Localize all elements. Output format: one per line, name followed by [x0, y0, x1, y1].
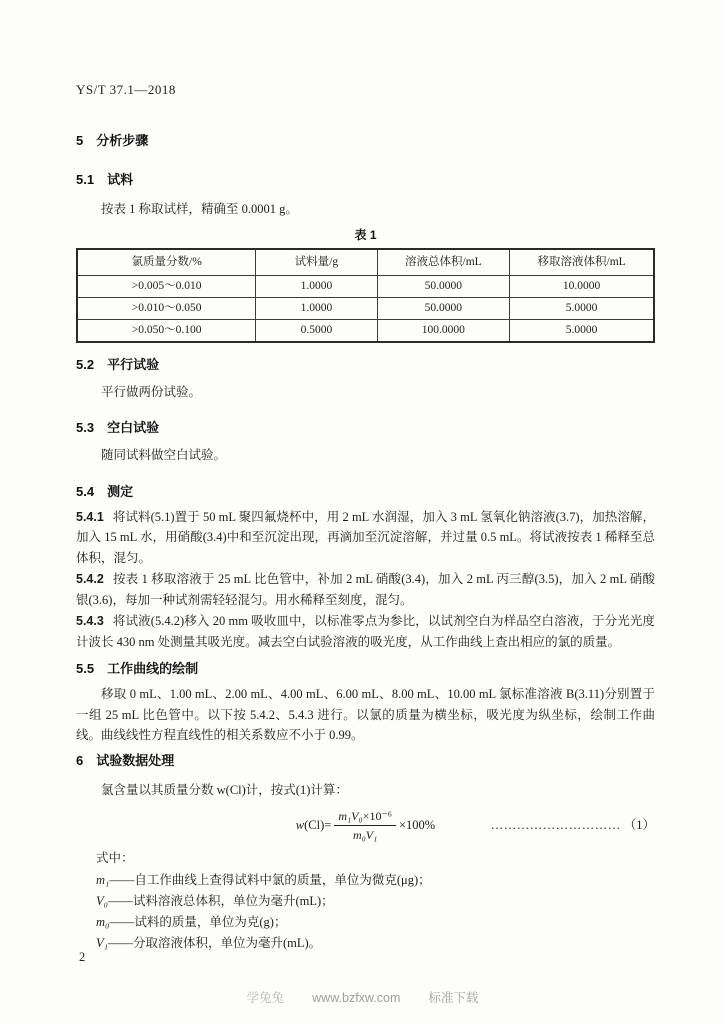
equation-lhs-symbol: w: [295, 817, 305, 832]
section-5-3-paragraph: 随同试料做空白试验。: [101, 448, 227, 462]
legend-symbol: m₁: [96, 872, 110, 887]
clause-number: 5.4.1: [76, 509, 104, 524]
table-1-col-header: 试料量/g: [256, 249, 377, 276]
section-5-3-heading: 5.3 空白试验: [76, 420, 160, 435]
section-5-5-paragraph: 移取 0 mL、1.00 mL、2.00 mL、4.00 mL、6.00 mL、8.00 mL、10.00 mL 氯标准溶液 B(3.11)分别置于一组 25 mL 比色管中。以下按 5.4.2、5.4.3 进行。以氯的质量为横坐标，吸光度为纵坐标，绘制工作曲线。曲线线性方程直线性的相关系数应不小于 0.99。: [76, 687, 655, 742]
table-1-header-row: [77, 249, 654, 276]
fraction-numerator: m₁V₀×10⁻⁶: [334, 808, 396, 826]
section-6-intro: 氯含量以其质量分数 w(Cl)计，按式(1)计算：: [101, 782, 348, 797]
section-5-2-paragraph: 平行做两份试验。: [101, 384, 202, 399]
equation-1: [76, 804, 655, 846]
clause-text: 将试液(5.4.2)移入 20 mm 吸收皿中，以标准零点为参比，以试剂空白为样品空白溶液，于分光光度计波长 430 nm 处测量其吸光度。减去空白试验溶液的吸光度，从工作曲线上查出相应的氯的质量。: [76, 614, 655, 649]
equation-lhs: (Cl)=: [304, 817, 332, 832]
table-1-col-header: 移取溶液体积/mL: [510, 249, 654, 276]
table-cell: 5.0000: [510, 320, 654, 342]
table-cell: 100.0000: [377, 320, 510, 342]
legend-item: [96, 870, 655, 890]
legend-item: [96, 912, 655, 932]
clause-number: 5.4.3: [76, 614, 104, 628]
clause-5-4-3: [76, 611, 655, 652]
section-5-4-heading: 5.4 测定: [76, 483, 134, 499]
footer-url: www.bzfxw.com: [312, 991, 401, 1005]
table-1-col-header: 溶液总体积/mL: [377, 249, 510, 276]
footer-watermark: [0, 988, 725, 1006]
section-6-heading: 6 试验数据处理: [76, 752, 175, 768]
section-5-5-heading: 5.5 工作曲线的绘制: [76, 661, 199, 676]
table-1: [76, 248, 655, 343]
clause-text: 将试料(5.1)置于 50 mL 聚四氟烧杯中，用 2 mL 水润湿，加入 3 mL 氢氧化钠溶液(3.7)，加热溶解，加入 15 mL 水，用硝酸(3.4)中和至沉淀出现，再滴加至沉淀溶解，并过量 0.5 mL。将试液按表 1 稀释至总体积，混匀。: [76, 509, 655, 565]
legend-title: 式中：: [96, 851, 134, 865]
table-cell: >0.010～0.050: [77, 298, 256, 320]
clause-text: 按表 1 移取溶液于 25 mL 比色管中，补加 2 mL 硝酸(3.4)，加入 2 mL 丙三醇(3.5)，加入 2 mL 硝酸银(3.6)，每加一种试剂需轻轻混匀。用水稀释至刻度，混匀。: [76, 572, 655, 607]
fraction: [334, 808, 396, 843]
table-cell: 10.0000: [510, 276, 654, 298]
table-cell: 5.0000: [510, 298, 654, 320]
table-cell: >0.005～0.010: [77, 276, 256, 298]
legend-symbol: V₁: [96, 935, 108, 950]
dot-leader: …………………………: [490, 817, 621, 832]
section-5-2-heading: 5.2 平行试验: [76, 356, 160, 372]
fraction-denominator: m₀V₁: [352, 827, 378, 842]
legend-symbol: V₀: [96, 893, 108, 908]
equation-1-expression: [296, 808, 435, 843]
clause-5-4-1: [76, 507, 655, 569]
legend-item: [96, 933, 655, 953]
table-row: [77, 298, 654, 320]
legend-symbol: m₀: [96, 914, 110, 929]
clause-5-4-2: [76, 569, 655, 610]
section-5-heading: 5 分析步骤: [76, 133, 149, 148]
legend-desc: ——试料溶液总体积，单位为毫升(mL)；: [107, 893, 334, 908]
legend-item: [96, 891, 655, 911]
equation-rhs: ×100%: [398, 817, 436, 832]
table-cell: >0.050～0.100: [77, 320, 256, 342]
footer-download-label: 标准下载: [428, 991, 479, 1005]
table-cell: 1.0000: [256, 298, 377, 320]
footer-site-name: 学兔兔: [246, 991, 285, 1005]
page-number: 2: [79, 950, 86, 964]
legend-desc: ——试料的质量，单位为克(g)；: [109, 914, 287, 929]
document-content: [76, 132, 655, 953]
equation-leader: [491, 815, 655, 836]
table-1-caption: 表 1: [354, 227, 377, 242]
table-cell: 50.0000: [377, 276, 510, 298]
table-cell: 50.0000: [377, 298, 510, 320]
equation-number: （1）: [623, 817, 655, 832]
table-row: [77, 320, 654, 342]
legend-desc: ——自工作曲线上查得试料中氯的质量，单位为微克(μg)；: [109, 872, 431, 887]
table-1-col-header: 氯质量分数/%: [77, 249, 256, 276]
table-cell: 0.5000: [256, 320, 377, 342]
table-row: [77, 276, 654, 298]
section-5-1-paragraph: 按表 1 称取试样，精确至 0.0001 g。: [101, 202, 298, 216]
legend-desc: ——分取溶液体积，单位为毫升(mL)。: [107, 935, 322, 950]
section-5-1-heading: 5.1 试料: [76, 172, 134, 187]
clause-number: 5.4.2: [76, 572, 104, 586]
table-cell: 1.0000: [256, 276, 377, 298]
header-doc-number: YS/T 37.1—2018: [76, 82, 176, 97]
